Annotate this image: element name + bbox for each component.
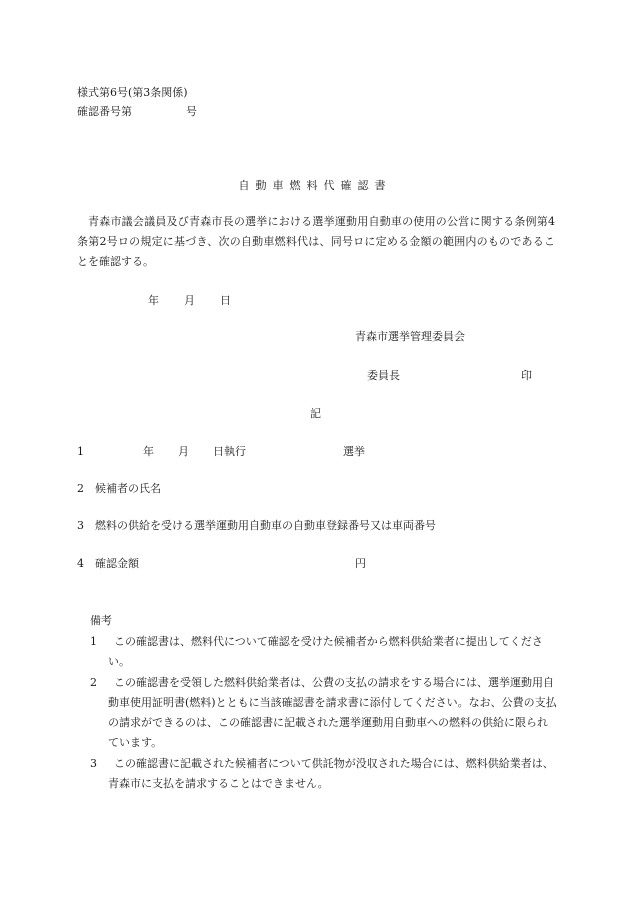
note-number: 3 — [90, 757, 97, 770]
item1-month: 月 — [178, 445, 189, 458]
item4-number: 4 — [77, 557, 84, 570]
chair-label: 委員長 — [367, 369, 400, 382]
note-item — [80, 632, 558, 672]
item3-label: 燃料の供給を受ける選挙運動用自動車の自動車登録番号又は車両番号 — [95, 519, 436, 532]
date-year: 年 — [148, 294, 159, 307]
form-label: 様式第6号(第3条関係) — [77, 86, 188, 99]
note-number: 1 — [90, 635, 97, 648]
item2-number: 2 — [77, 482, 84, 495]
item4-label: 確認金額 — [95, 557, 139, 570]
note-number: 2 — [90, 676, 97, 689]
note-text: この確認書を受領した燃料供給業者は、公費の支払の請求をする場合には、選挙運動用自動車使用証明書(燃料)とともに当該確認書を請求書に添付してください。なお、公費の支払の請求ができるのは、この確認書に記載された選挙運動用自動車への燃料の供給に限られています。 — [108, 676, 557, 749]
item4-unit: 円 — [355, 557, 366, 570]
body-paragraph: 青森市議会議員及び青森市長の選挙における選挙運動用自動車の使用の公営に関する条例第4条第2号ロの規定に基づき、次の自動車燃料代は、同号ロに定める金額の範囲内のものであることを確認する。 — [77, 215, 555, 268]
confirmation-no-suffix: 号 — [186, 105, 197, 118]
document-title: 自動車燃料代確認書 — [238, 179, 392, 192]
notes-heading: 備考 — [90, 614, 112, 627]
date-day: 日 — [220, 294, 231, 307]
item2-label: 候補者の氏名 — [95, 482, 161, 495]
committee-name: 青森市選挙管理委員会 — [355, 330, 465, 343]
confirmation-no-prefix: 確認番号第 — [77, 105, 132, 118]
note-item — [80, 754, 558, 794]
seal-mark: 印 — [521, 369, 532, 382]
item1-election: 選挙 — [343, 445, 365, 458]
item3-number: 3 — [77, 519, 84, 532]
item1-year: 年 — [143, 445, 154, 458]
note-text: この確認書は、燃料代について確認を受けた候補者から燃料供給業者に提出してください。 — [108, 635, 543, 668]
note-text: この確認書に記載された候補者について供託物が没収された場合には、燃料供給業者は、青森市に支払を請求することはできません。 — [108, 757, 554, 790]
note-item — [80, 673, 558, 753]
date-month: 月 — [184, 294, 195, 307]
item1-number: 1 — [77, 445, 84, 458]
ki-mark: 記 — [310, 407, 321, 420]
notes-section — [80, 611, 558, 794]
item1-day-exec: 日執行 — [213, 445, 246, 458]
